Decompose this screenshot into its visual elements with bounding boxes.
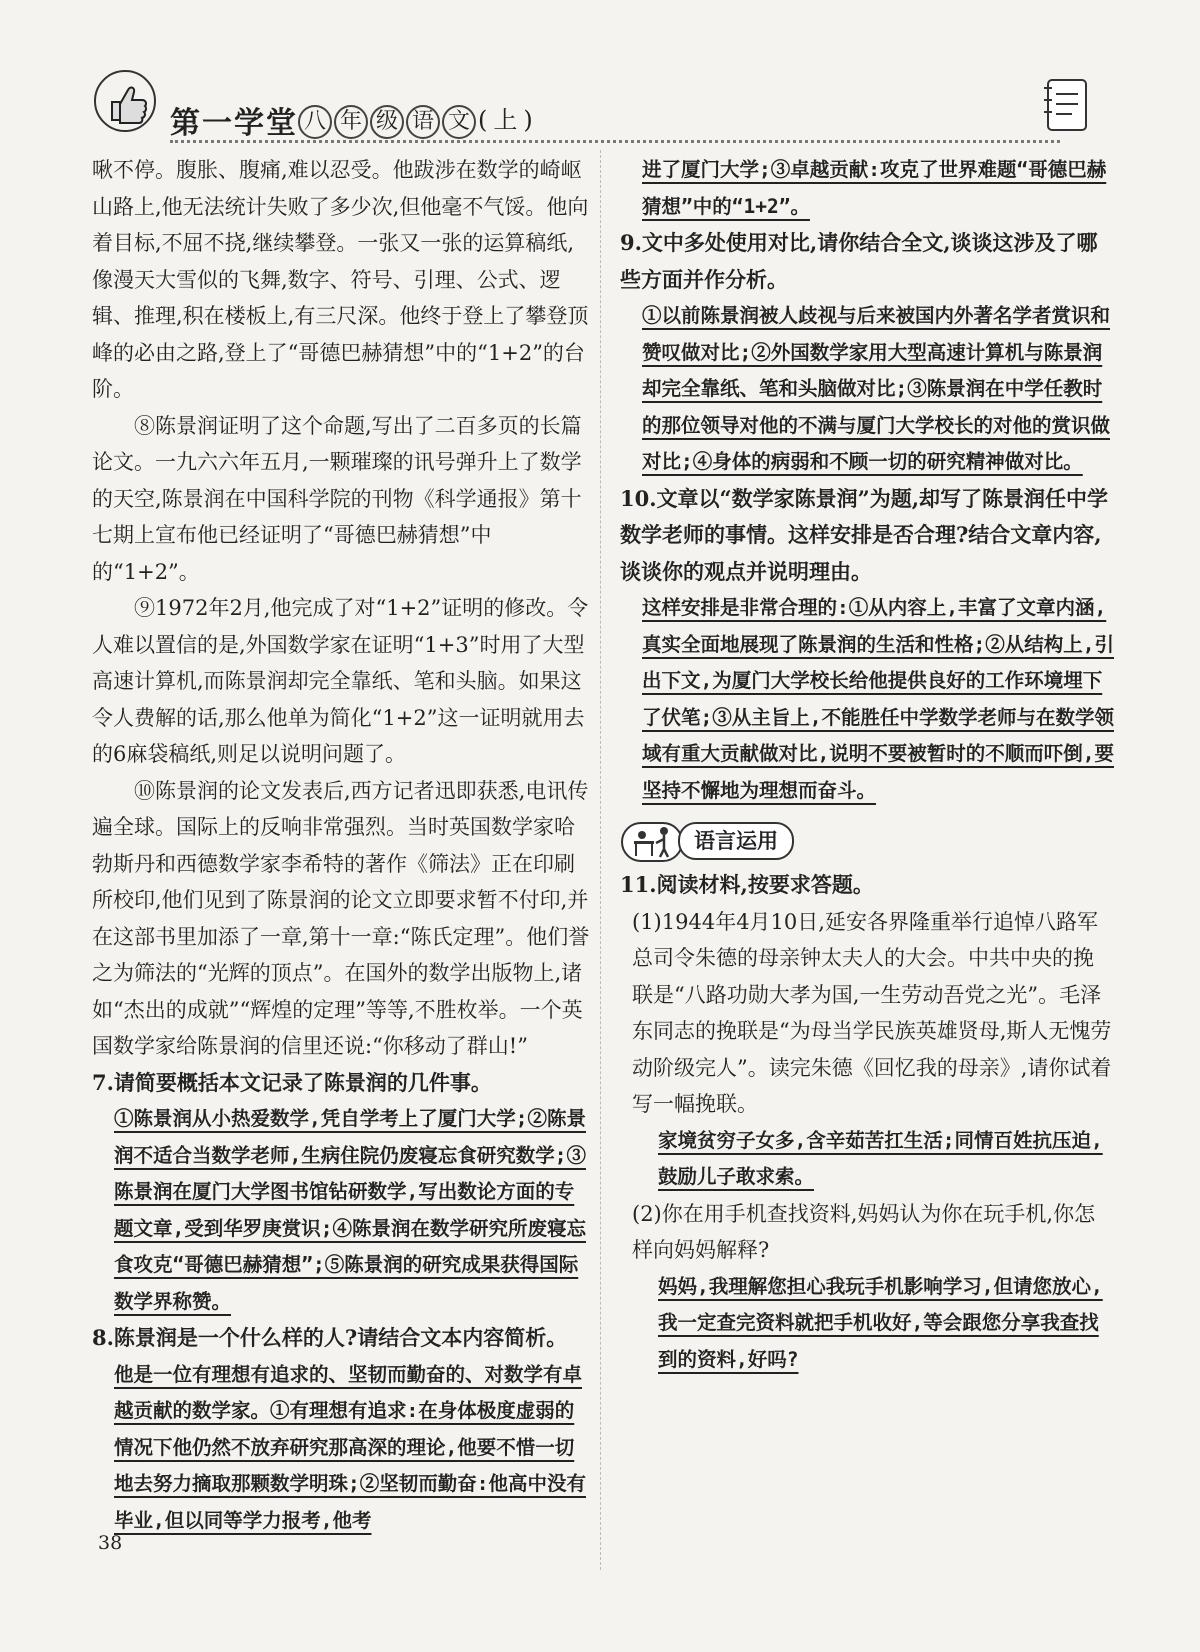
column-divider: [600, 150, 601, 1570]
answer-8: 他是一位有理想有追求的、坚韧而勤奋的、对数学有卓越贡献的数学家。①有理想有追求:在身体极度虚弱的情况下他仍然不放弃研究那高深的理论,他要不惜一切地去努力摘取那颗数学明珠;②坚韧而勤奋:他高中没有毕业,但以同等学力报考,他考: [114, 1362, 586, 1532]
header-divider: [170, 140, 1060, 143]
question-8: 8.陈景润是一个什么样的人?请结合文本内容简析。: [92, 1325, 568, 1350]
answer-11-1: 家境贫穷子女多,含辛茹苦扛生活;同情百姓抗压迫,鼓励儿子敢求索。: [658, 1128, 1103, 1188]
header-grade: [298, 100, 539, 139]
answer-10: 这样安排是非常合理的:①从内容上,丰富了文章内涵,真实全面地展现了陈景润的生活和性格;②从结构上,引出下文,为厦门大学校长给他提供良好的工作环境埋下了伏笔;③从主旨上,不能胜任中学数学老师与在数学领域有重大贡献做对比,说明不要被暂时的不顺而吓倒,要坚持不懈地为理想而奋斗。: [642, 596, 1114, 802]
paragraph-10: ⑩陈景润的论文发表后,西方记者迅即获悉,电讯传遍全球。国际上的反响非常强烈。当时英国数学家哈勃斯丹和西德数学家李希特的著作《筛法》正在印刷所校印,他们见到了陈景润的论文立即要求暂不付印,并在这部书里加添了一章,第十一章:“陈氏定理”。他们誉之为筛法的“光辉的顶点”。在国外的数学出版物上,诸如“杰出的成就”“辉煌的定理”等等,不胜枚举。一个英国数学家给陈景润的信里还说:“你移动了群山!”: [92, 778, 590, 1058]
section-label: 语言运用: [678, 822, 794, 860]
right-column: [620, 152, 1114, 1378]
question-11-1: (1)1944年4月10日,延安各界隆重举行追悼八路军总司令朱德的母亲钟太夫人的大会。中共中央的挽联是“八路功勋大孝为国,一生劳动吾党之光”。毛泽东同志的挽联是“为母当学民族英雄贤母,斯人无愧劳动阶级完人”。读完朱德《回忆我的母亲》,请你试着写一幅挽联。: [632, 909, 1112, 1116]
question-11-2: (2)你在用手机查找资料,妈妈认为你在玩手机,你怎样向妈妈解释?: [632, 1201, 1096, 1262]
question-10: 10.文章以“数学家陈景润”为题,却写了陈景润任中学数学老师的事情。这样安排是否合理?结合文章内容,谈谈你的观点并说明理由。: [620, 485, 1109, 584]
left-column: [92, 152, 590, 1539]
paragraph-9: ⑨1972年2月,他完成了对“1+2”证明的修改。令人难以置信的是,外国数学家在证明“1+3”时用了大型高速计算机,而陈景润却完全靠纸、笔和头脑。如果这令人费解的话,那么他单为简化“1+2”这一证明就用去的6麻袋稿纸,则足以说明问题了。: [92, 596, 589, 766]
notebook-icon: [1042, 76, 1090, 134]
paragraph-8: ⑧陈景润证明了这个命题,写出了二百多页的长篇论文。一九六六年五月,一颗璀璨的讯号弹升上了数学的天空,陈景润在中国科学院的刊物《科学通报》第十七期上宣布他已经证明了“哥德巴赫猜想”中的“1+2”。: [92, 413, 582, 584]
grade-char: 级: [370, 105, 404, 139]
page-number: 38: [98, 1532, 123, 1554]
page-header: [90, 60, 1110, 150]
teacher-desk-icon: [620, 819, 684, 863]
thumbs-up-icon: [90, 66, 160, 136]
header-title: 第一学堂: [170, 106, 298, 141]
answer-7: ①陈景润从小热爱数学,凭自学考上了厦门大学;②陈景润不适合当数学老师,生病住院仍废寝忘食研究数学;③陈景润在厦门大学图书馆钻研数学,写出数论方面的专题文章,受到华罗庚赏识;④陈景润在数学研究所废寝忘食攻克“哥德巴赫猜想”;⑤陈景润的研究成果获得国际数学界称赞。: [114, 1107, 586, 1313]
section-header: [620, 819, 1114, 863]
grade-char: 八: [298, 105, 332, 139]
question-7: 7.请简要概括本文记录了陈景润的几件事。: [92, 1069, 492, 1095]
question-9: 9.文中多处使用对比,请你结合全文,谈谈这涉及了哪些方面并作分析。: [620, 230, 1098, 292]
question-11: 11.阅读材料,按要求答题。: [620, 872, 874, 897]
answer-8-continued: 进了厦门大学;③卓越贡献:攻克了世界难题“哥德巴赫猜想”中的“1+2”。: [642, 158, 1107, 218]
grade-suffix: (上): [478, 106, 539, 134]
answer-9: ①以前陈景润被人歧视与后来被国内外著名学者赏识和赞叹做对比;②外国数学家用大型高速计算机与陈景润却完全靠纸、笔和头脑做对比;③陈景润在中学任教时的那位领导对他的不满与厦门大学校长的对他的赏识做对比;④身体的病弱和不顾一切的研究精神做对比。: [642, 304, 1111, 473]
answer-11-2: 妈妈,我理解您担心我玩手机影响学习,但请您放心,我一定查完资料就把手机收好,等会跟您分享我查找到的资料,好吗?: [658, 1274, 1103, 1371]
grade-char: 文: [442, 105, 476, 139]
grade-char: 年: [334, 105, 368, 139]
grade-char: 语: [406, 105, 440, 139]
paragraph-continued: 啾不停。腹胀、腹痛,难以忍受。他跋涉在数学的崎岖山路上,他无法统计失败了多少次,但他毫不气馁。他向着目标,不屈不挠,继续攀登。一张又一张的运算稿纸,像漫天大雪似的飞舞,数字、符号、引理、公式、逻辑、推理,积在楼板上,有三尺深。他终于登上了攀登顶峰的必由之路,登上了“哥德巴赫猜想”中的“1+2”的台阶。: [92, 158, 589, 401]
